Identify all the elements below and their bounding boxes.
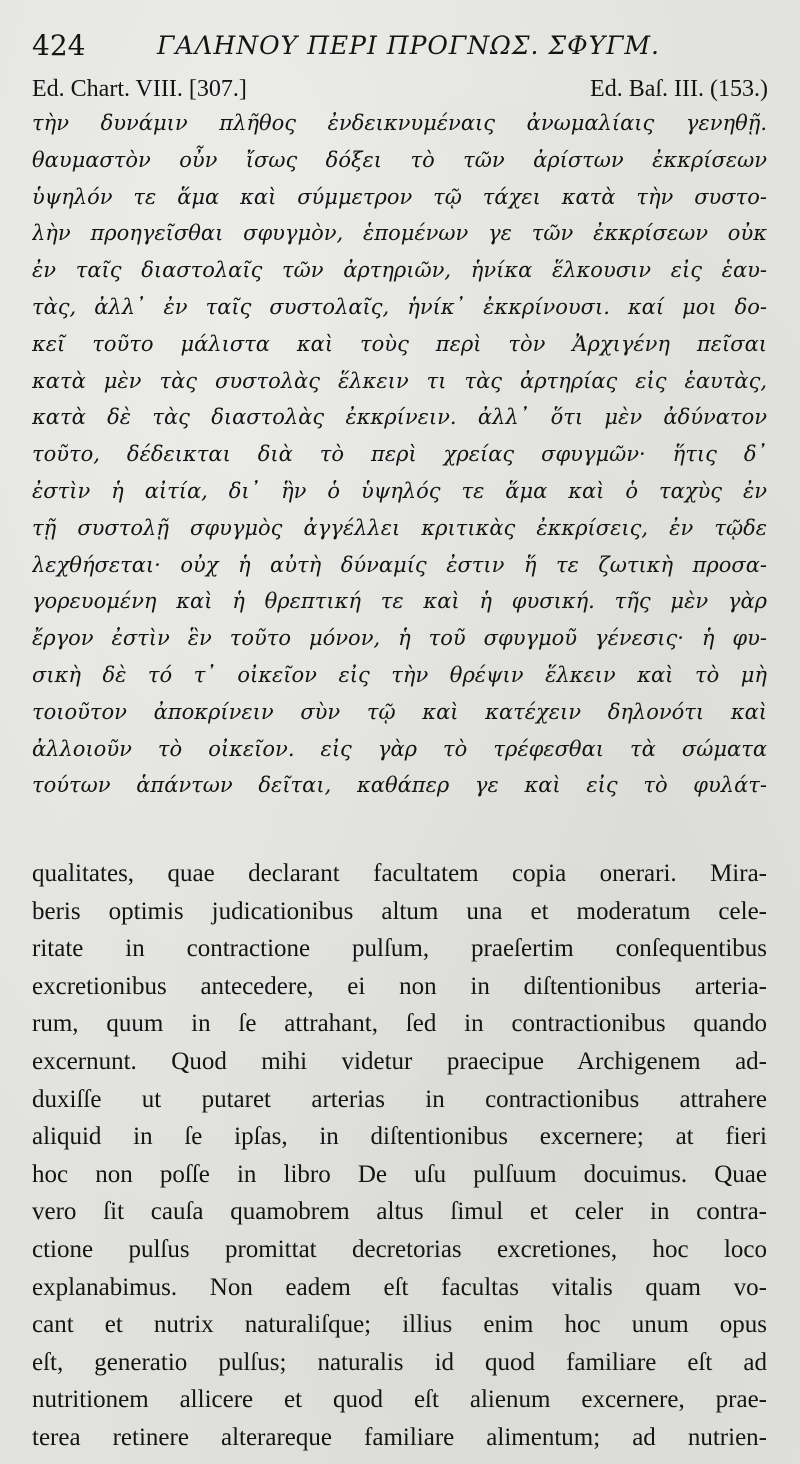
greek-text-line: γορευομένη καὶ ἡ θρεπτική τε καὶ ἡ φυσική. τῆς μὲν γὰρ	[32, 589, 767, 614]
latin-text-line: rum, quum in ſe attrahant, ſed in contractionibus quando	[32, 1010, 767, 1038]
greek-text-block	[32, 105, 767, 804]
greek-text-line: σικὴ δὲ τό τ᾽ οἰκεῖον εἰς τὴν θρέψιν ἕλκειν καὶ τὸ μὴ	[32, 662, 767, 687]
latin-text-line: explanabimus. Non eadem eſt facultas vitalis quam vo-	[32, 1273, 767, 1301]
latin-text-line: nutritionem allicere et quod eſt alienum excernere, prae-	[32, 1386, 767, 1414]
page-header	[32, 26, 768, 66]
edition-chart-reference: Ed. Chart. VIII. [307.]	[32, 76, 247, 102]
greek-text-line: τὰς, ἀλλ᾽ ἐν ταῖς συστολαῖς, ἡνίκ᾽ ἐκκρίνουσι. καί μοι δο-	[32, 294, 767, 319]
latin-text-line: qualitates, quae declarant facultatem copia onerari. Mira-	[32, 860, 767, 887]
latin-text-line: excretionibus antecedere, ei non in diſtentionibus arteria-	[32, 972, 767, 1000]
latin-text-line: eſt, generatio pulſus; naturalis id quod familiare eſt ad	[32, 1348, 767, 1376]
greek-text-line: λὴν προηγεῖσθαι σφυγμὸν, ἑπομένων γε τῶν ἐκκρίσεων οὐκ	[32, 221, 767, 246]
greek-text-line: τούτων ἁπάντων δεῖται, καθάπερ γε καὶ εἰς τὸ φυλάτ-	[32, 773, 767, 798]
greek-text-line: ἔργον ἐστὶν ἓν τοῦτο μόνον, ἡ τοῦ σφυγμοῦ γένεσις· ἡ φυ-	[32, 626, 767, 651]
greek-text-line: λεχθήσεται· οὐχ ἡ αὐτὴ δύναμίς ἐστιν ἥ τε ζωτικὴ προσα-	[32, 552, 767, 577]
greek-text-line: θαυμαστὸν οὖν ἴσως δόξει τὸ τῶν ἀρίστων ἐκκρίσεων	[32, 147, 767, 172]
greek-text-line: κατὰ μὲν τὰς συστολὰς ἕλκειν τι τὰς ἀρτηρίας εἰς ἑαυτὰς,	[32, 368, 767, 393]
bleed-through-shadow	[400, 812, 780, 842]
latin-text-block	[32, 855, 767, 1457]
latin-text-line: ritate in contractione pulſum, praeſertim conſequentibus	[32, 935, 767, 963]
greek-text-line: τοῦτο, δέδεικται διὰ τὸ περὶ χρείας σφυγμῶν· ἥτις δ᾽	[32, 442, 767, 467]
latin-text-line: ctione pulſus promittat decretorias excretiones, hoc loco	[32, 1235, 767, 1263]
latin-text-line: duxiſſe ut putaret arterias in contractionibus attrahere	[32, 1085, 767, 1113]
latin-text-line: beris optimis judicationibus altum una et moderatum cele-	[32, 897, 767, 925]
latin-text-line: terea retinere alterareque familiare alimentum; ad nutrien-	[32, 1423, 767, 1451]
greek-text-line: ὑψηλόν τε ἅμα καὶ σύμμετρον τῷ τάχει κατὰ τὴν συστο-	[32, 184, 767, 209]
edition-references	[32, 72, 768, 106]
greek-text-line: τὴν δυνάμιν πλῆθος ἐνδεικνυμέναις ἀνωμαλίαις γενηθῇ.	[32, 111, 767, 135]
greek-text-line: κατὰ δὲ τὰς διαστολὰς ἐκκρίνειν. ἀλλ᾽ ὅτι μὲν ἀδύνατον	[32, 405, 767, 430]
latin-text-line: excernunt. Quod mihi videtur praecipue Archigenem ad-	[32, 1047, 767, 1075]
latin-text-line: vero ſit cauſa quamobrem altus ſimul et celer in contra-	[32, 1198, 767, 1226]
greek-text-line: ἐστὶν ἡ αἰτία, δι᾽ ἣν ὁ ὑψηλός τε ἅμα καὶ ὁ ταχὺς ἐν	[32, 478, 767, 503]
latin-text-line: aliquid in ſe ipſas, in diſtentionibus excernere; at fieri	[32, 1123, 767, 1151]
latin-text-line: hoc non poſſe in libro De uſu pulſuum docuimus. Quae	[32, 1160, 767, 1188]
greek-text-line: τοιοῦτον ἀποκρίνειν σὺν τῷ καὶ κατέχειν δηλονότι καὶ	[32, 699, 767, 724]
greek-text-line: κεῖ τοῦτο μάλιστα καὶ τοὺς περὶ τὸν Ἀρχιγένη πεῖσαι	[32, 331, 767, 356]
greek-text-line: ἐν ταῖς διαστολαῖς τῶν ἀρτηριῶν, ἡνίκα ἕλκουσιν εἰς ἑαυ-	[32, 258, 767, 283]
greek-text-line: τῇ συστολῇ σφυγμὸς ἀγγέλλει κριτικὰς ἐκκρίσεις, ἐν τῷδε	[32, 515, 767, 540]
running-title: ΓΑΛΗΝΟΥ ΠΕΡΙ ΠΡΟΓΝΩΣ. ΣΦΥΓΜ.	[157, 31, 660, 60]
page-number: 424	[32, 29, 86, 62]
edition-basel-reference: Ed. Baſ. III. (153.)	[590, 76, 768, 102]
latin-text-line: cant et nutrix naturaliſque; illius enim hoc unum opus	[32, 1311, 767, 1339]
greek-text-line: ἀλλοιοῦν τὸ οἰκεῖον. εἰς γὰρ τὸ τρέφεσθαι τὰ σώματα	[32, 736, 767, 761]
